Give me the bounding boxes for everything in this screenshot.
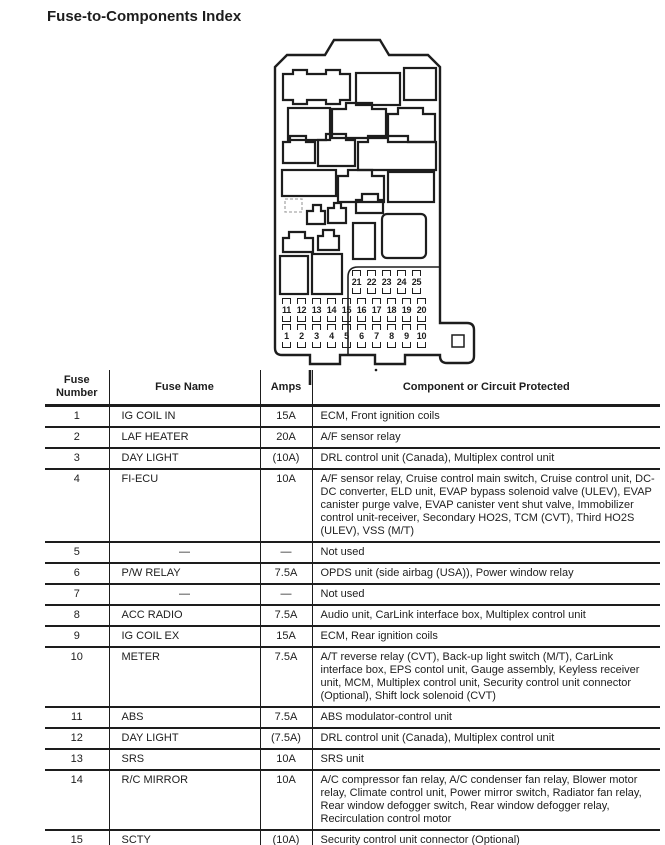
amps-cell: 7.5A	[260, 647, 312, 707]
fuse-slot-bottom-mark	[327, 342, 336, 348]
component-cell: SRS unit	[312, 749, 660, 770]
fuse-slot-top-mark	[327, 298, 336, 304]
table-row	[45, 584, 660, 605]
fuse-slot-number: 23	[381, 277, 392, 287]
fuse-slot	[294, 298, 309, 322]
fuse-slot-number: 11	[282, 305, 291, 315]
fuse-slot-bottom-mark	[357, 342, 366, 348]
table-row	[45, 770, 660, 830]
fuse-slot-bottom-mark	[387, 342, 396, 348]
fuse-slot	[339, 324, 354, 348]
fuse-number-cell: 6	[45, 563, 109, 584]
fuse-slot-number: 1	[284, 331, 289, 341]
fuse-slot-number: 9	[404, 331, 409, 341]
fuse-slot	[414, 324, 429, 348]
fuse-slot-top-mark	[382, 270, 391, 276]
fuse-number-cell: 4	[45, 469, 109, 542]
amps-cell: (10A)	[260, 830, 312, 845]
fuse-slot-top-mark	[312, 298, 321, 304]
fuse-number-cell: 5	[45, 542, 109, 563]
fuse-slot-top-mark	[342, 324, 351, 330]
amps-cell: 15A	[260, 626, 312, 647]
fuse-name-cell: ABS	[109, 707, 260, 728]
fuse-slot-bottom-mark	[312, 316, 321, 322]
table-row	[45, 563, 660, 584]
component-cell: Not used	[312, 542, 660, 563]
fuse-slot-number: 15	[341, 305, 352, 315]
col-header-fuse-number: Fuse Number	[45, 370, 109, 406]
fuse-slot-top-mark	[357, 298, 366, 304]
fuse-slot-number: 17	[371, 305, 382, 315]
fuse-box-diagram	[268, 30, 503, 388]
fuse-number-cell: 3	[45, 448, 109, 469]
amps-cell: —	[260, 542, 312, 563]
fuse-name-cell: —	[109, 584, 260, 605]
fuse-slot-bottom-mark	[297, 342, 306, 348]
fuse-slot-top-mark	[342, 298, 351, 304]
fuse-slot-number: 21	[351, 277, 362, 287]
component-cell: DRL control unit (Canada), Multiplex control unit	[312, 728, 660, 749]
fuse-slot-top-mark	[352, 270, 361, 276]
fuse-number-cell: 1	[73, 410, 80, 422]
fuse-slot-top-mark	[297, 324, 306, 330]
fuse-slot-number: 14	[326, 305, 337, 315]
amps-cell: (7.5A)	[260, 728, 312, 749]
amps-cell: 15A	[260, 406, 312, 428]
fuse-slot-number: 8	[389, 331, 394, 341]
fuse-slot-bottom-mark	[417, 316, 426, 322]
fuse-number-cell: 2	[45, 427, 109, 448]
fuse-slot-number: 6	[359, 331, 364, 341]
col-header-fuse-name: Fuse Name	[109, 370, 260, 406]
component-cell: Audio unit, CarLink interface box, Multiplex control unit	[312, 605, 660, 626]
fuse-slot-bottom-mark	[327, 316, 336, 322]
fuse-slot-number: 18	[386, 305, 397, 315]
fuse-number-cell: 13	[45, 749, 109, 770]
fuse-slot-top-mark	[417, 298, 426, 304]
fuse-slot	[324, 324, 339, 348]
amps-cell: (10A)	[260, 448, 312, 469]
fuse-slot	[349, 270, 364, 294]
amps-cell: 7.5A	[260, 605, 312, 626]
table-row	[45, 448, 660, 469]
fuse-slot-top-mark	[367, 270, 376, 276]
fuse-slot-bottom-mark	[297, 316, 306, 322]
fuse-grid-row-middle	[279, 298, 429, 322]
component-cell: Security control unit connector (Optional)	[312, 830, 660, 845]
fuse-slot-top-mark	[412, 270, 421, 276]
fuse-slot-number: 7	[374, 331, 379, 341]
fuse-slot-top-mark	[387, 298, 396, 304]
fuse-name-cell: FI-ECU	[109, 469, 260, 542]
fuse-slot-bottom-mark	[342, 342, 351, 348]
fuse-slot-bottom-mark	[312, 342, 321, 348]
fuse-slot-number: 3	[314, 331, 319, 341]
fuse-slot-top-mark	[327, 324, 336, 330]
fuse-number-cell: 15	[45, 830, 109, 845]
fuse-name-cell: ACC RADIO	[109, 605, 260, 626]
fuse-slot-top-mark	[312, 324, 321, 330]
amps-cell: 7.5A	[260, 707, 312, 728]
table-row	[45, 469, 660, 542]
fuse-slot-number: 5	[344, 331, 349, 341]
fuse-slot-bottom-mark	[342, 316, 351, 322]
fuse-number-cell: 12	[45, 728, 109, 749]
fuse-slot	[369, 324, 384, 348]
fuse-slot	[309, 298, 324, 322]
fuse-slot-bottom-mark	[382, 288, 391, 294]
table-row	[45, 830, 660, 845]
fuse-name-cell: DAY LIGHT	[109, 728, 260, 749]
table-row	[45, 707, 660, 728]
component-cell: A/C compressor fan relay, A/C condenser fan relay, Blower motor relay, Climate control unit, Power mirror switch, Radiator fan relay, Rear window defogger switch, Rear window defogger relay, Recirculation control motor	[312, 770, 660, 830]
fuse-slot-top-mark	[372, 298, 381, 304]
table-row	[45, 605, 660, 626]
fuse-slot-bottom-mark	[402, 316, 411, 322]
fuse-grid-row-bottom	[279, 324, 429, 348]
fuse-slot	[384, 298, 399, 322]
fuse-slot-top-mark	[402, 298, 411, 304]
fuse-slot-top-mark	[357, 324, 366, 330]
amps-cell: —	[260, 584, 312, 605]
fuse-name-cell: IG COIL EX	[109, 626, 260, 647]
fuse-number-cell: 8	[45, 605, 109, 626]
fuse-number-cell: 10	[45, 647, 109, 707]
component-cell: A/F sensor relay, Cruise control main switch, Cruise control unit, DC-DC converter, ELD unit, EVAP bypass solenoid valve (ULEV), EVAP canister purge valve, EVAP canister vent shut valve, Immobilizer control unit-receiver, Secondary HO2S, TCM (CVT), Third HO2S (ULEV), VSS (M/T)	[312, 469, 660, 542]
fuse-name-cell: SCTY	[109, 830, 260, 845]
fuse-name-cell: METER	[109, 647, 260, 707]
fuse-slot-bottom-mark	[417, 342, 426, 348]
table-row	[45, 427, 660, 448]
fuse-slot-number: 12	[296, 305, 307, 315]
component-cell: ECM, Rear ignition coils	[312, 626, 660, 647]
fuse-slot-bottom-mark	[357, 316, 366, 322]
fuse-slot-top-mark	[372, 324, 381, 330]
page-title: Fuse-to-Components Index	[47, 8, 242, 25]
fuse-slot	[414, 298, 429, 322]
fuse-slot	[364, 270, 379, 294]
component-cell: ABS modulator-control unit	[312, 707, 660, 728]
fuse-slot	[409, 270, 424, 294]
fuse-slot-bottom-mark	[402, 342, 411, 348]
col-header-component: Component or Circuit Protected	[312, 370, 660, 406]
fuse-slot	[399, 298, 414, 322]
fuse-slot-number: 25	[411, 277, 422, 287]
fuse-slot-bottom-mark	[372, 316, 381, 322]
fuse-slot	[309, 324, 324, 348]
fuse-slot-number: 16	[356, 305, 367, 315]
table-header-row	[45, 370, 660, 406]
fuse-slot-bottom-mark	[387, 316, 396, 322]
fuse-slot-top-mark	[397, 270, 406, 276]
component-cell: OPDS unit (side airbag (USA)), Power window relay	[312, 563, 660, 584]
table-row	[45, 626, 660, 647]
component-cell: A/T reverse relay (CVT), Back-up light switch (M/T), CarLink interface box, EPS contol unit, Gauge assembly, Keyless receiver unit, MCM, Multiplex control unit, Security control unit connector (Optional), Shift lock solenoid (CVT)	[312, 647, 660, 707]
fuse-slot	[369, 298, 384, 322]
fuse-slot	[354, 298, 369, 322]
table-row	[45, 542, 660, 563]
fuse-number-cell: 7	[45, 584, 109, 605]
fuse-slot-bottom-mark	[372, 342, 381, 348]
fuse-slot	[279, 324, 294, 348]
fuse-slot-bottom-mark	[282, 316, 291, 322]
fuse-slot-number: 10	[416, 331, 427, 341]
amps-cell: 10A	[260, 749, 312, 770]
fuse-name-cell: SRS	[109, 749, 260, 770]
fuse-slot	[384, 324, 399, 348]
amps-cell: 7.5A	[260, 563, 312, 584]
fuse-slot	[339, 298, 354, 322]
table-row	[45, 406, 660, 428]
component-cell: A/F sensor relay	[312, 427, 660, 448]
fuse-slot-top-mark	[282, 298, 291, 304]
fuse-slot	[399, 324, 414, 348]
fuse-slot	[354, 324, 369, 348]
fuse-slot-top-mark	[402, 324, 411, 330]
component-cell: Not used	[312, 584, 660, 605]
fuse-slot	[324, 298, 339, 322]
fuse-slot	[294, 324, 309, 348]
fuse-slot-bottom-mark	[367, 288, 376, 294]
amps-cell: 20A	[260, 427, 312, 448]
fuse-name-cell: LAF HEATER	[109, 427, 260, 448]
fuse-slot	[279, 298, 294, 322]
fuse-slot-bottom-mark	[352, 288, 361, 294]
fuse-name-cell: DAY LIGHT	[109, 448, 260, 469]
fuse-slot-number: 4	[329, 331, 334, 341]
amps-cell: 10A	[260, 770, 312, 830]
fuse-slot-bottom-mark	[412, 288, 421, 294]
fuse-number-cell: 14	[45, 770, 109, 830]
col-header-amps: Amps	[260, 370, 312, 406]
amps-cell: 10A	[260, 469, 312, 542]
fuse-slot-number: 22	[366, 277, 377, 287]
fuse-slot-top-mark	[297, 298, 306, 304]
component-cell: ECM, Front ignition coils	[312, 406, 660, 428]
fuse-slot	[379, 270, 394, 294]
fuse-slot-top-mark	[417, 324, 426, 330]
table-row	[45, 749, 660, 770]
fuse-table-body	[45, 406, 660, 845]
fuse-slot-number: 20	[416, 305, 427, 315]
fuse-index-table	[45, 370, 660, 845]
fuse-number-cell: 9	[45, 626, 109, 647]
fuse-slot-top-mark	[282, 324, 291, 330]
fuse-slot-number: 13	[311, 305, 322, 315]
fuse-slot-bottom-mark	[397, 288, 406, 294]
component-cell: DRL control unit (Canada), Multiplex control unit	[312, 448, 660, 469]
table-row	[45, 647, 660, 707]
fuse-slot-number: 19	[401, 305, 412, 315]
fuse-name-cell: P/W RELAY	[109, 563, 260, 584]
fuse-grid-row-top	[349, 270, 424, 294]
fuse-slot-top-mark	[387, 324, 396, 330]
fuse-number-cell: 11	[45, 707, 109, 728]
fuse-slot-number: 24	[396, 277, 407, 287]
fuse-name-cell: R/C MIRROR	[109, 770, 260, 830]
fuse-name-cell: —	[109, 542, 260, 563]
table-row	[45, 728, 660, 749]
fuse-slot	[394, 270, 409, 294]
fuse-slot-number: 2	[299, 331, 304, 341]
fuse-slot-bottom-mark	[282, 342, 291, 348]
fuse-name-cell: IG COIL IN	[109, 406, 260, 428]
